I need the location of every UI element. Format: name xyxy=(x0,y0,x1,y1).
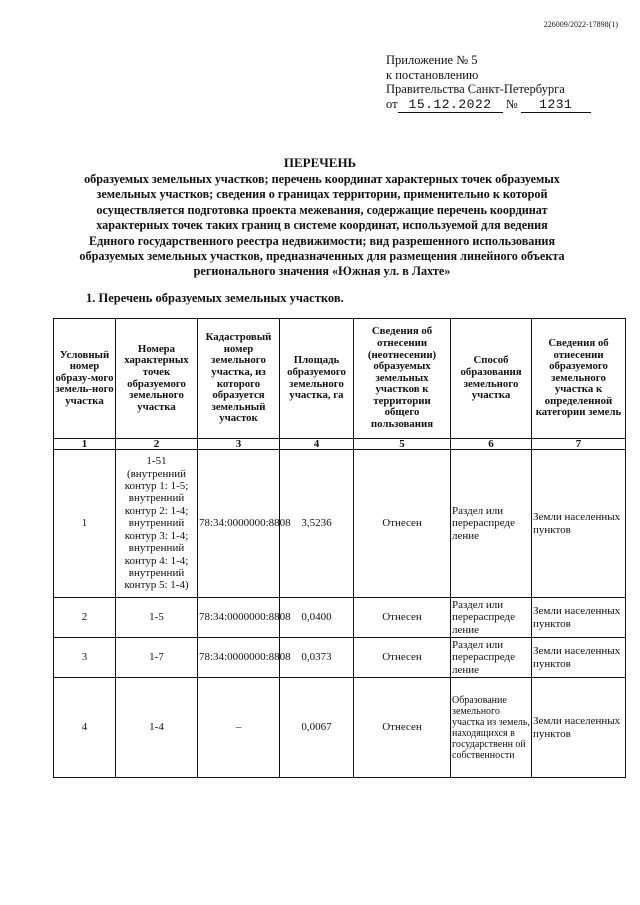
column-number-row xyxy=(54,439,626,450)
plot-relation: Отнесен xyxy=(354,638,451,678)
column-number: 5 xyxy=(354,439,451,450)
table-row xyxy=(54,638,626,678)
table-row xyxy=(54,678,626,778)
plot-category: Земли населенных пунктов xyxy=(532,598,626,638)
plot-cadastral: 78:34:0000000:8808 xyxy=(198,638,280,678)
header-cell: Сведения об отнесении (неотнесении) образуемых земельных участков к территории общего пользования xyxy=(354,319,451,439)
plot-relation: Отнесен xyxy=(354,450,451,598)
plot-cadastral: 78:34:0000000:8808 xyxy=(198,598,280,638)
number-label: № xyxy=(505,96,518,111)
header-cell: Условный номер образу-мого земель-ного участка xyxy=(54,319,116,439)
plot-points: 1-5 xyxy=(116,598,198,638)
appendix-line-3: Правительства Санкт-Петербурга xyxy=(386,82,565,96)
appendix-line-2: к постановлению xyxy=(386,67,479,82)
table-header-row xyxy=(54,319,626,439)
appendix-date-line xyxy=(386,97,591,114)
plot-cadastral: 78:34:0000000:8808 xyxy=(198,450,280,598)
plot-area: 0,0067 xyxy=(280,678,354,778)
plot-points: 1-7 xyxy=(116,638,198,678)
plot-category: Земли населенных пунктов xyxy=(532,450,626,598)
plot-relation: Отнесен xyxy=(354,678,451,778)
resolution-number: 1231 xyxy=(521,98,591,114)
plot-id: 2 xyxy=(54,598,116,638)
plot-method: Раздел или перераспреде ление xyxy=(451,450,532,598)
plot-relation: Отнесен xyxy=(354,598,451,638)
header-cell: Кадастровый номер земельного участка, из которого образуется земельный участок xyxy=(198,319,280,439)
appendix-line-1: Приложение № 5 xyxy=(386,53,478,67)
table-row xyxy=(54,450,626,598)
column-number: 3 xyxy=(198,439,280,450)
plot-category: Земли населенных пунктов xyxy=(532,638,626,678)
column-number: 1 xyxy=(54,439,116,450)
column-number: 6 xyxy=(451,439,532,450)
plot-method: Раздел или перераспреде ление xyxy=(451,638,532,678)
plot-area: 3,5236 xyxy=(280,450,354,598)
plot-method: Раздел или перераспреде ление xyxy=(451,598,532,638)
section-title: 1. Перечень образуемых земельных участков. xyxy=(86,291,344,305)
plot-points: 1-4 xyxy=(116,678,198,778)
header-cell: Номера характерных точек образуемого земельного участка xyxy=(116,319,198,439)
column-number: 7 xyxy=(532,439,626,450)
plot-points: 1-51 (внутренний контур 1: 1-5; внутренний контур 2: 1-4; внутренний контур 3: 1-4; внутренний контур 4: 1-4; внутренний контур 5: 1-4) xyxy=(116,450,198,598)
header-cell: Способ образования земельного участка xyxy=(451,319,532,439)
land-plots-table xyxy=(53,318,626,778)
plot-id: 3 xyxy=(54,638,116,678)
document-number: 226009/2022-17898(1) xyxy=(543,20,618,29)
plot-cadastral: – xyxy=(198,678,280,778)
column-number: 4 xyxy=(280,439,354,450)
plot-area: 0,0400 xyxy=(280,598,354,638)
document-subtitle: образуемых земельных участков; перечень координат характерных точек образуемых земельных участков; сведения о границах территории, применительно к которой осуществляется подготовка проекта межевания, содержащие перечень координат характерных точек таких границ в системе координат, используемой для ведения Единого государственного реестра недвижимости; вид разрешенного использования образуемых земельных участков, предназначенных для размещения линейного объекта регионального значения «Южная ул. в Лахте» xyxy=(79,172,565,279)
header-cell: Сведения об отнесении образуемого земельного участка к определенной категории земель xyxy=(532,319,626,439)
appendix-block xyxy=(386,53,591,113)
table-row xyxy=(54,598,626,638)
plot-id: 4 xyxy=(54,678,116,778)
plot-id: 1 xyxy=(54,450,116,598)
header-cell: Площадь образуемого земельного участка, га xyxy=(280,319,354,439)
plot-category: Земли населенных пунктов xyxy=(532,678,626,778)
column-number: 2 xyxy=(116,439,198,450)
plot-area: 0,0373 xyxy=(280,638,354,678)
document-title: ПЕРЕЧЕНЬ xyxy=(283,155,357,170)
resolution-date: 15.12.2022 xyxy=(398,98,503,114)
from-label: от xyxy=(386,96,398,111)
plot-method: Образование земельного участка из земель, находящихся в государственн ой собственности xyxy=(451,678,532,778)
